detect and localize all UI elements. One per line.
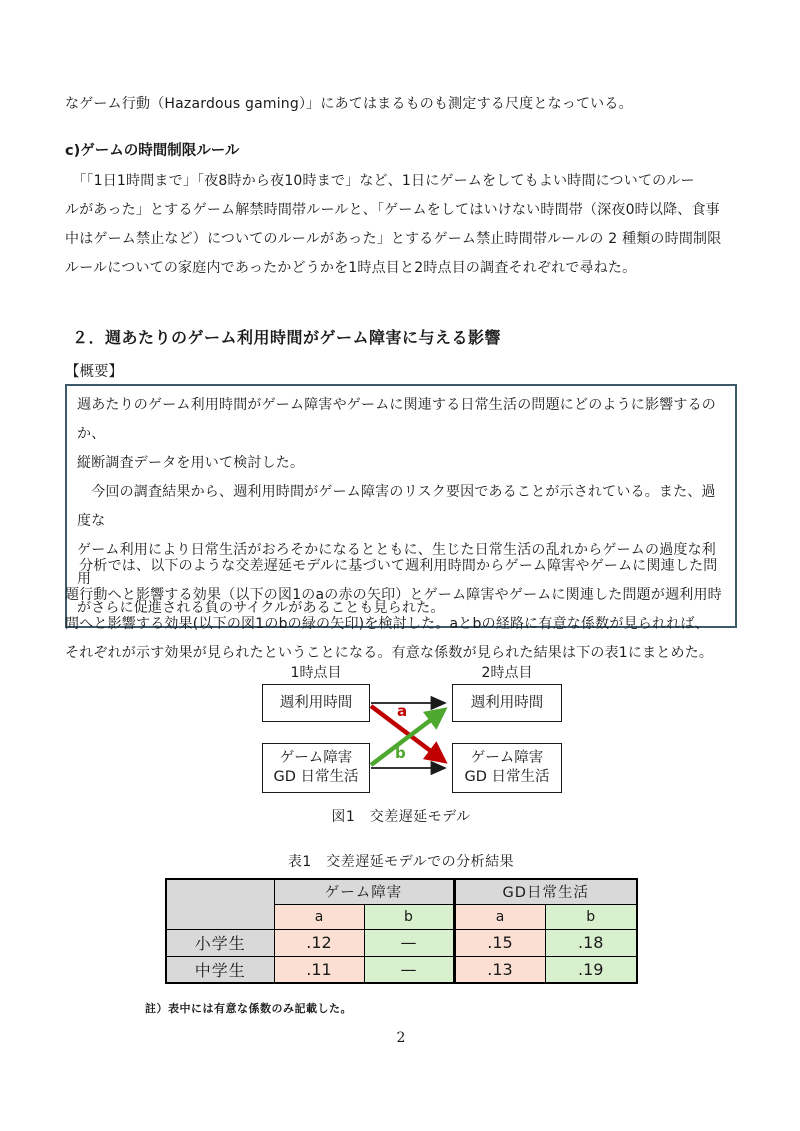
page-number: 2	[396, 1030, 406, 1046]
cross-lagged-model-figure	[245, 664, 575, 796]
node-label: GD 日常生活	[464, 769, 550, 785]
arrow-a-label: a	[397, 702, 408, 720]
overview-line: 縦断調査データを用いて検討した。	[77, 455, 305, 471]
paragraph-line: 題行動へと影響する効果（以下の図1のaの赤の矢印）とゲーム障害やゲームに関連した問題が週利用時	[65, 587, 722, 603]
node-week-time2	[452, 684, 562, 722]
table-caption: 表1 交差遅延モデルでの分析結果	[287, 854, 515, 870]
subheader-b: b	[364, 904, 454, 929]
value-cell: .13	[454, 956, 545, 983]
subheader-a: a	[454, 904, 545, 929]
paragraph-line: 間へと影響する効果(以下の図1のbの緑の矢印)を検討した。aとbの経路に有意な係数が見られれば、	[65, 616, 709, 632]
node-label: GD 日常生活	[273, 769, 359, 785]
subheader-b: b	[545, 904, 637, 929]
subheader-a: a	[274, 904, 364, 929]
paragraph-line: ルがあった」とするゲーム解禁時間帯ルールと、「ゲームをしてはいけない時間帯（深夜0時以降、食事	[65, 202, 720, 218]
overview-line: ゲーム利用により日常生活がおろそかになるとともに、生じた日常生活の乱れからゲームの過度な利用	[77, 542, 716, 587]
analysis-paragraph	[65, 552, 737, 668]
value-cell: .12	[274, 929, 364, 956]
table-row-junior-high	[166, 956, 637, 983]
overview-line: 週あたりのゲーム利用時間がゲーム障害やゲームに関連する日常生活の問題にどのように影響するのか、	[77, 397, 716, 442]
section-c-heading: c)ゲームの時間制限ルール	[65, 143, 240, 159]
paragraph-line: 「「1日1時間まで」「夜8時から夜10時まで」など、1日にゲームをしてもよい時間についてのルー	[65, 173, 695, 189]
node-label: ゲーム障害	[279, 750, 353, 766]
value-cell: —	[364, 956, 454, 983]
overview-line: がさらに促進される負のサイクルがあることも見られた。	[77, 600, 445, 616]
paragraph-line: ルールについての家庭内であったかどうかを1時点目と2時点目の調査それぞれで尋ねた。	[65, 260, 637, 276]
value-cell: .11	[274, 956, 364, 983]
group-header-game-disorder: ゲーム障害	[274, 879, 454, 904]
cross-arrow-a	[371, 706, 444, 761]
value-cell: .19	[545, 956, 637, 983]
overview-label: 【概要】	[65, 364, 123, 380]
table-note: 註）表中には有意な係数のみ記載した。	[145, 1002, 352, 1015]
time2-label: 2時点目	[481, 665, 533, 681]
results-table	[165, 878, 638, 984]
table-row-elementary	[166, 929, 637, 956]
row-label: 小学生	[166, 929, 274, 956]
section-2-heading: ２．週あたりのゲーム利用時間がゲーム障害に与える影響	[72, 328, 502, 347]
intro-line: なゲーム行動（Hazardous gaming）」にあてはまるものも測定する尺度となっている。	[65, 96, 633, 112]
value-cell: —	[364, 929, 454, 956]
node-gd-time1	[262, 743, 370, 793]
corner-cell	[166, 879, 274, 929]
overview-line: 今回の調査結果から、週利用時間がゲーム障害のリスク要因であることが示されている。また、過度な	[77, 484, 716, 529]
paragraph-line: 分析では、以下のような交差遅延モデルに基づいて週利用時間からゲーム障害やゲームに関連した問	[65, 558, 718, 574]
paragraph-line: 中はゲーム禁止など）についてのルールがあった」とするゲーム禁止時間帯ルールの 2 種類の時間制限	[65, 231, 722, 247]
node-gd-time2	[452, 743, 562, 793]
node-label: ゲーム障害	[470, 750, 544, 766]
paragraph-line: それぞれが示す効果が見られたということになる。有意な係数が見られた結果は下の表1にまとめた。	[65, 645, 714, 661]
value-cell: .15	[454, 929, 545, 956]
node-label: 週利用時間	[279, 694, 353, 711]
cross-arrow-b	[371, 710, 444, 765]
node-label: 週利用時間	[470, 694, 544, 711]
results-table-wrapper	[165, 878, 638, 984]
time1-label: 1時点目	[290, 665, 342, 681]
section-c-paragraph	[65, 167, 737, 283]
node-week-time1	[262, 684, 370, 722]
group-header-gd-daily-life: GD日常生活	[454, 879, 637, 904]
row-label: 中学生	[166, 956, 274, 983]
value-cell: .18	[545, 929, 637, 956]
arrow-b-label: b	[395, 744, 406, 762]
figure-caption: 図1 交差遅延モデル	[331, 809, 471, 825]
